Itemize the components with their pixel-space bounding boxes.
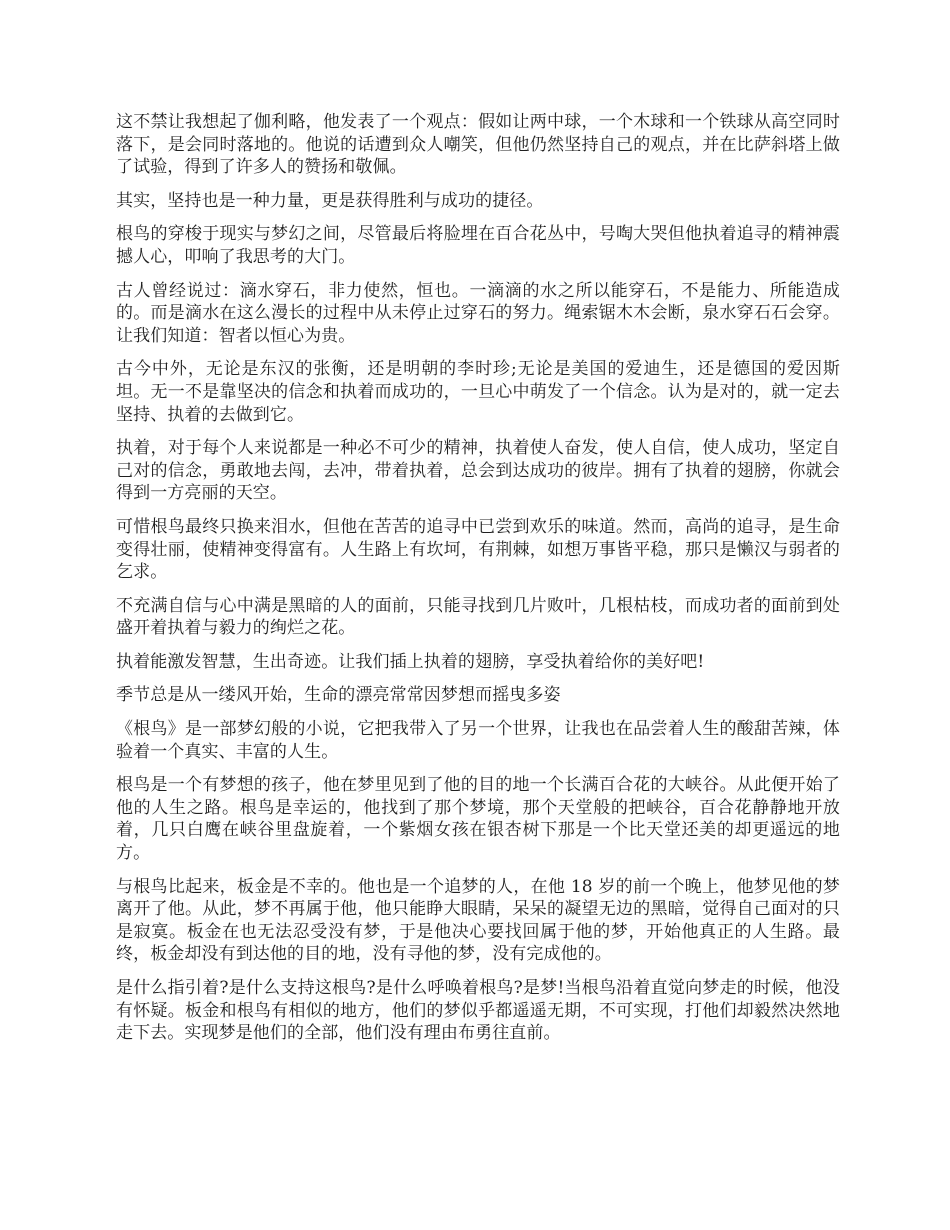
paragraph-1: 这不禁让我想起了伽利略，他发表了一个观点：假如让两中球，一个木球和一个铁球从高空同时落下，是会同时落地的。他说的话遭到众人嘲笑，但他仍然坚持自己的观点，并在比萨斜塔上做了试验，得到了许多人的赞扬和敬佩。: [116, 112, 840, 178]
paragraph-8: 不充满自信与心中满是黑暗的人的面前，只能寻找到几片败叶，几根枯枝，而成功者的面前到处盛开着执着与毅力的绚烂之花。: [116, 595, 840, 639]
paragraph-14: 是什么指引着?是什么支持这根鸟?是什么呼唤着根鸟?是梦!当根鸟沿着直觉向梦走的时候，他没有怀疑。板金和根鸟有相似的地方，他们的梦似乎都遥遥无期，不可实现，打他们却毅然决然地走下去。实现梦是他们的全部，他们没有理由布勇往直前。: [116, 978, 840, 1044]
paragraph-5: 古今中外，无论是东汉的张衡，还是明朝的李时珍;无论是美国的爱迪生，还是德国的爱因斯坦。无一不是靠坚决的信念和执着而成功的，一旦心中萌发了一个信念。认为是对的，就一定去坚持、执着的去做到它。: [116, 359, 840, 425]
paragraph-3: 根鸟的穿梭于现实与梦幻之间，尽管最后将脸埋在百合花丛中，号啕大哭但他执着追寻的精神震撼人心，叩响了我思考的大门。: [116, 224, 840, 267]
paragraph-13: 与根鸟比起来，板金是不幸的。他也是一个追梦的人，在他 18 岁的前一个晚上，他梦见他的梦离开了他。从此，梦不再属于他，他只能睁大眼睛，呆呆的凝望无边的黑暗，觉得自己面对的只是寂寞。板金在也无法忍受没有梦，于是他决心要找回属于他的梦，开始他真正的人生路。最终，板金却没有到达他的目的地，没有寻他的梦，没有完成他的。: [116, 876, 840, 965]
paragraph-7: 可惜根鸟最终只换来泪水，但他在苦苦的追寻中已尝到欢乐的味道。然而，高尚的追寻，是生命变得壮丽，使精神变得富有。人生路上有坎坷，有荆棘，如想万事皆平稳，那只是懒汉与弱者的乞求。: [116, 516, 840, 583]
paragraph-4: 古人曾经说过：滴水穿石，非力使然，恒也。一滴滴的水之所以能穿石，不是能力、所能造成的。而是滴水在这么漫长的过程中从未停止过穿石的努力。绳索锯木木会断，泉水穿石石会穿。让我们知道：智者以恒心为贵。: [116, 280, 840, 346]
paragraph-12: 根鸟是一个有梦想的孩子，他在梦里见到了他的目的地一个长满百合花的大峡谷。从此便开始了他的人生之路。根鸟是幸运的，他找到了那个梦境，那个天堂般的把峡谷，百合花静静地开放着，几只白鹰在峡谷里盘旋着，一个紫烟女孩在银杏树下那是一个比天堂还美的却更遥远的地方。: [116, 775, 840, 864]
paragraph-10: 季节总是从一缕风开始，生命的漂亮常常因梦想而摇曳多姿: [116, 685, 561, 706]
paragraph-9: 执着能激发智慧，生出奇迹。让我们插上执着的翅膀，享受执着给你的美好吧!: [116, 651, 705, 672]
paragraph-11: 《根鸟》是一部梦幻般的小说，它把我带入了另一个世界，让我也在品尝着人生的酸甜苦辣，体验着一个真实、丰富的人生。: [116, 719, 840, 762]
paragraph-6: 执着，对于每个人来说都是一种必不可少的精神，执着使人奋发，使人自信，使人成功，坚定自己对的信念，勇敢地去闯，去冲，带着执着，总会到达成功的彼岸。拥有了执着的翅膀，你就会得到一方亮丽的天空。: [116, 438, 840, 504]
document-page: [116, 111, 840, 1056]
paragraph-2: 其实，坚持也是一种力量，更是获得胜利与成功的捷径。: [116, 190, 544, 211]
